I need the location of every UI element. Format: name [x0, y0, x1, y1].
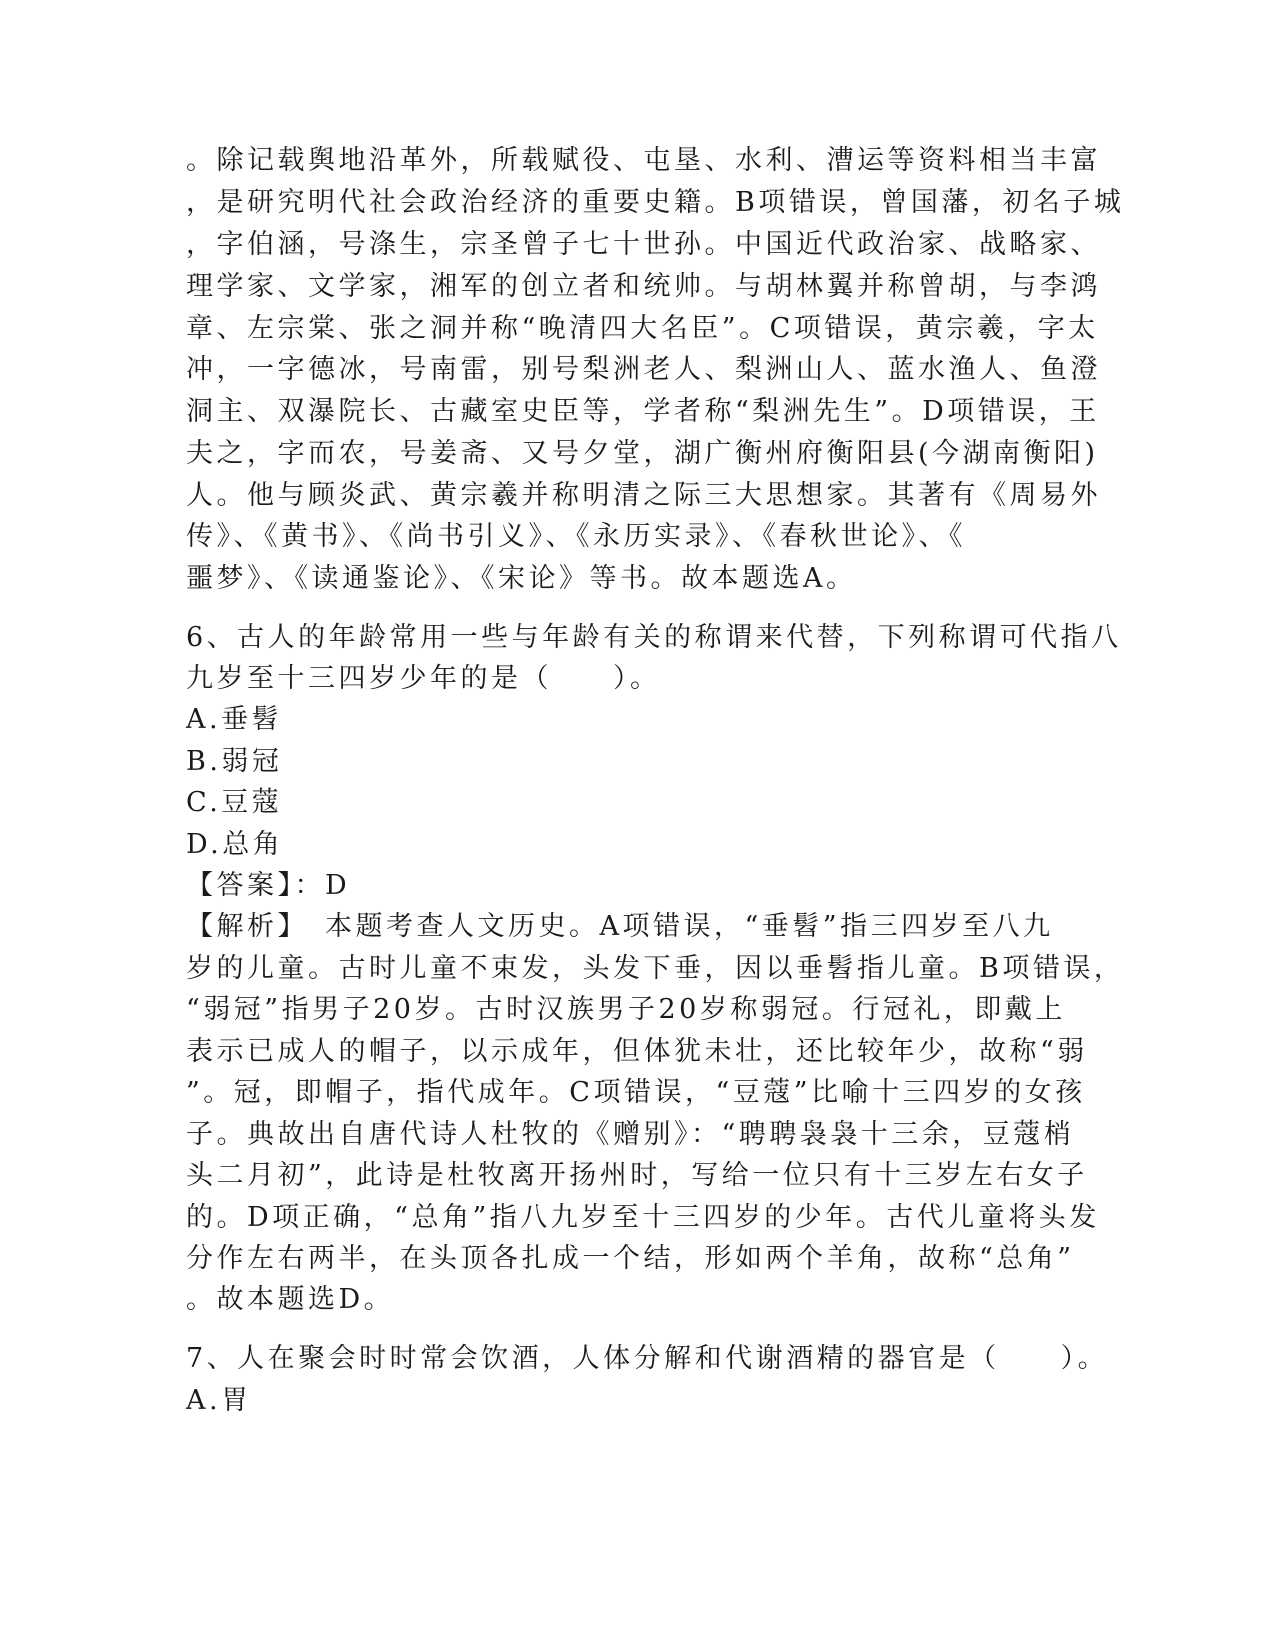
question-6-option-b: B.弱冠: [186, 746, 283, 777]
question-6-option-a: A.垂髫: [186, 704, 283, 735]
prev-explanation-line: 噩梦》、《读通鉴论》、《宋论》等书。故本题选A。: [186, 563, 857, 594]
question-6-explanation-line: 头二月初”，此诗是杜牧离开扬州时，写给一位只有十三岁左右女子: [186, 1160, 1088, 1191]
question-6-explanation-line: 分作左右两半，在头顶各扎成一个结，形如两个羊角，故称“总角”: [186, 1243, 1075, 1274]
question-6-answer: 【答案】：D: [186, 870, 351, 901]
prev-explanation-line: 理学家、文学家，湘军的创立者和统帅。与胡林翼并称曾胡，与李鸿: [186, 271, 1101, 302]
prev-explanation-line: ，字伯涵，号涤生，宗圣曾子七十世孙。中国近代政治家、战略家、: [186, 229, 1101, 260]
question-6-stem: 九岁至十三四岁少年的是（ ）。: [186, 663, 661, 694]
prev-explanation-line: 章、左宗棠、张之洞并称“晚清四大名臣”。C项错误，黄宗羲，字太: [186, 313, 1099, 344]
question-6-option-c: C.豆蔻: [186, 787, 283, 818]
question-6-explanation-line: 的。D项正确，“总角”指八九岁至十三四岁的少年。古代儿童将头发: [186, 1202, 1100, 1233]
question-6-explanation-line: 【解析】 本题考查人文历史。A项错误，“垂髫”指三四岁至八九: [186, 911, 1054, 942]
prev-explanation-line: 传》、《黄书》、《尚书引义》、《永历实录》、《春秋世论》、《: [186, 521, 966, 552]
question-6-explanation-line: 子。典故出自唐代诗人杜牧的《赠别》：“聘聘袅袅十三余，豆蔻梢: [186, 1119, 1075, 1150]
question-6-explanation-line: 岁的儿童。古时儿童不束发，头发下垂，因以垂髫指儿童。B项错误，: [186, 953, 1125, 984]
question-6-option-d: D.总角: [186, 829, 284, 860]
question-6-explanation-line: 。故本题选D。: [186, 1284, 395, 1315]
prev-explanation-line: 。除记载舆地沿革外，所载赋役、屯垦、水利、漕运等资料相当丰富: [186, 145, 1101, 176]
prev-explanation-line: 冲，一字德冰，号南雷，别号梨洲老人、梨洲山人、蓝水渔人、鱼澄: [186, 354, 1101, 385]
question-6-stem: 6、古人的年龄常用一些与年龄有关的称谓来代替，下列称谓可代指八: [186, 622, 1122, 653]
question-6-explanation-line: “弱冠”指男子20岁。古时汉族男子20岁称弱冠。行冠礼，即戴上: [186, 994, 1066, 1025]
prev-explanation-line: 夫之，字而农，号姜斋、又号夕堂，湖广衡州府衡阳县(今湖南衡阳): [186, 438, 1099, 469]
prev-explanation-line: ，是研究明代社会政治经济的重要史籍。B项错误，曾国藩，初名子城: [186, 187, 1125, 218]
question-7-option-a: A.胃: [186, 1385, 252, 1416]
question-6-explanation-line: ”。冠，即帽子，指代成年。C项错误，“豆蔻”比喻十三四岁的女孩: [186, 1077, 1086, 1108]
question-6-explanation-line: 表示已成人的帽子，以示成年，但体犹未壮，还比较年少，故称“弱: [186, 1036, 1088, 1067]
prev-explanation-line: 洞主、双瀑院长、古藏室史臣等，学者称“梨洲先生”。D项错误，王: [186, 396, 1100, 427]
prev-explanation-line: 人。他与顾炎武、黄宗羲并称明清之际三大思想家。其著有《周易外: [186, 480, 1101, 511]
question-7-stem: 7、人在聚会时时常会饮酒，人体分解和代谢酒精的器官是（ ）。: [186, 1343, 1109, 1374]
